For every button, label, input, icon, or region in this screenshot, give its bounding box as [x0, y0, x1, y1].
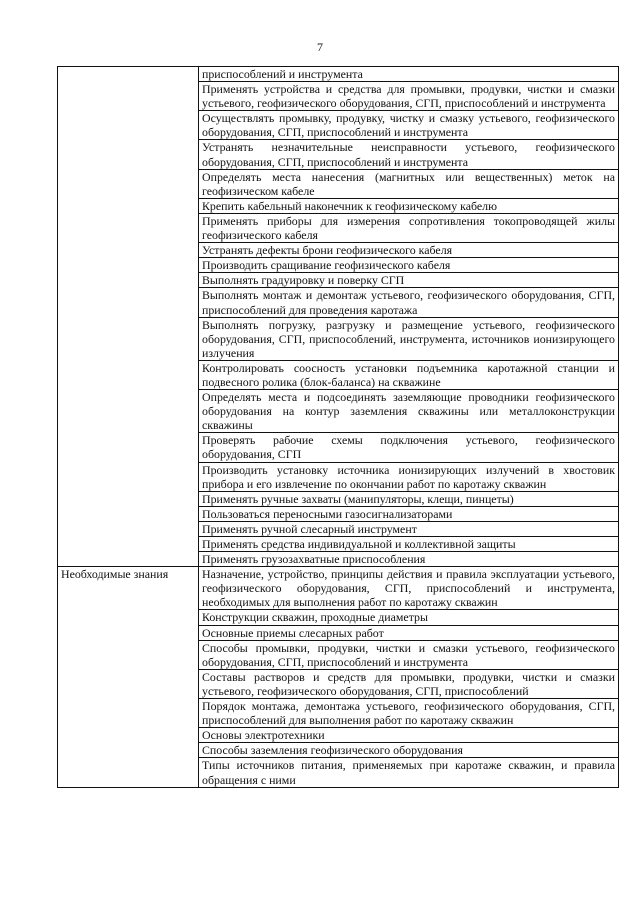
row-text: Пользоваться переносными газосигнализаторами: [199, 506, 619, 521]
row-text: Выполнять монтаж и демонтаж устьевого, геофизического оборудования, СГП, приспособлений для проведения каротажа: [199, 288, 619, 317]
row-text: Выполнять градуировку и поверку СГП: [199, 273, 619, 288]
row-text: Устранять дефекты брони геофизического кабеля: [199, 243, 619, 258]
row-text: Крепить кабельный наконечник к геофизическому кабелю: [199, 198, 619, 213]
row-text: Типы источников питания, применяемых при каротаже скважин, и правила обращения с ними: [199, 758, 619, 787]
row-text: Осуществлять промывку, продувку, чистку и смазку устьевого, геофизического оборудования, СГП, приспособлений и инструмента: [199, 111, 619, 140]
row-text: Проверять рабочие схемы подключения устьевого, геофизического оборудования, СГП: [199, 433, 619, 462]
row-text: Применять приборы для измерения сопротивления токопроводящей жилы геофизического кабеля: [199, 213, 619, 242]
row-text: Применять ручные захваты (манипуляторы, клещи, пинцеты): [199, 491, 619, 506]
row-text: Порядок монтажа, демонтажа устьевого, геофизического оборудования, СГП, приспособлений для выполнения работ по каротажу скважин: [199, 699, 619, 728]
row-text: Определять места нанесения (магнитных или вещественных) меток на геофизическом кабеле: [199, 169, 619, 198]
row-text: Применять устройства и средства для промывки, продувки, чистки и смазки устьевого, геофизического оборудования, СГП, приспособлений и инструмента: [199, 82, 619, 111]
row-text: приспособлений и инструмента: [199, 67, 619, 82]
row-text: Выполнять погрузку, разгрузку и размещение устьевого, геофизического оборудования, СГП, приспособлений, инструмента, источников ионизирующего излучения: [199, 317, 619, 360]
table-row: [58, 567, 619, 610]
row-text: Производить установку источника ионизирующих излучений в хвостовик прибора и его извлечение по окончании работ по каротажу скважин: [199, 462, 619, 491]
row-text: Основы электротехники: [199, 728, 619, 743]
table-row: [58, 67, 619, 82]
row-text: Применять ручной слесарный инструмент: [199, 521, 619, 536]
row-text: Назначение, устройство, принципы действия и правила эксплуатации устьевого, геофизического оборудования, СГП, приспособлений и инструмента, необходимых для выполнения работ по каротажу скважин: [199, 567, 619, 610]
row-text: Основные приемы слесарных работ: [199, 625, 619, 640]
row-text: Составы растворов и средств для промывки, продувки, чистки и смазки устьевого, геофизического оборудования, СГП, приспособлений: [199, 669, 619, 698]
row-text: Производить сращивание геофизического кабеля: [199, 258, 619, 273]
row-text: Контролировать соосность установки подъемника каротажной станции и подвесного ролика (блок-баланса) на скважине: [199, 360, 619, 389]
page-number: 7: [317, 40, 323, 54]
knowledge-label-cell: Необходимые знания: [58, 567, 199, 787]
row-text: Способы заземления геофизического оборудования: [199, 743, 619, 758]
row-text: Способы промывки, продувки, чистки и смазки устьевого, геофизического оборудования, СГП, приспособлений и инструмента: [199, 640, 619, 669]
row-text: Применять средства индивидуальной и коллективной защиты: [199, 537, 619, 552]
row-text: Определять места и подсоединять заземляющие проводники геофизического оборудования на контур заземления скважины или металлоконструкции скважины: [199, 390, 619, 433]
row-text: Конструкции скважин, проходные диаметры: [199, 610, 619, 625]
row-text: Применять грузозахватные приспособления: [199, 552, 619, 567]
row-text: Устранять незначительные неисправности устьевого, геофизического оборудования, СГП, приспособлений и инструмента: [199, 140, 619, 169]
skills-label-cell: [58, 67, 199, 567]
requirements-table: [57, 66, 619, 788]
